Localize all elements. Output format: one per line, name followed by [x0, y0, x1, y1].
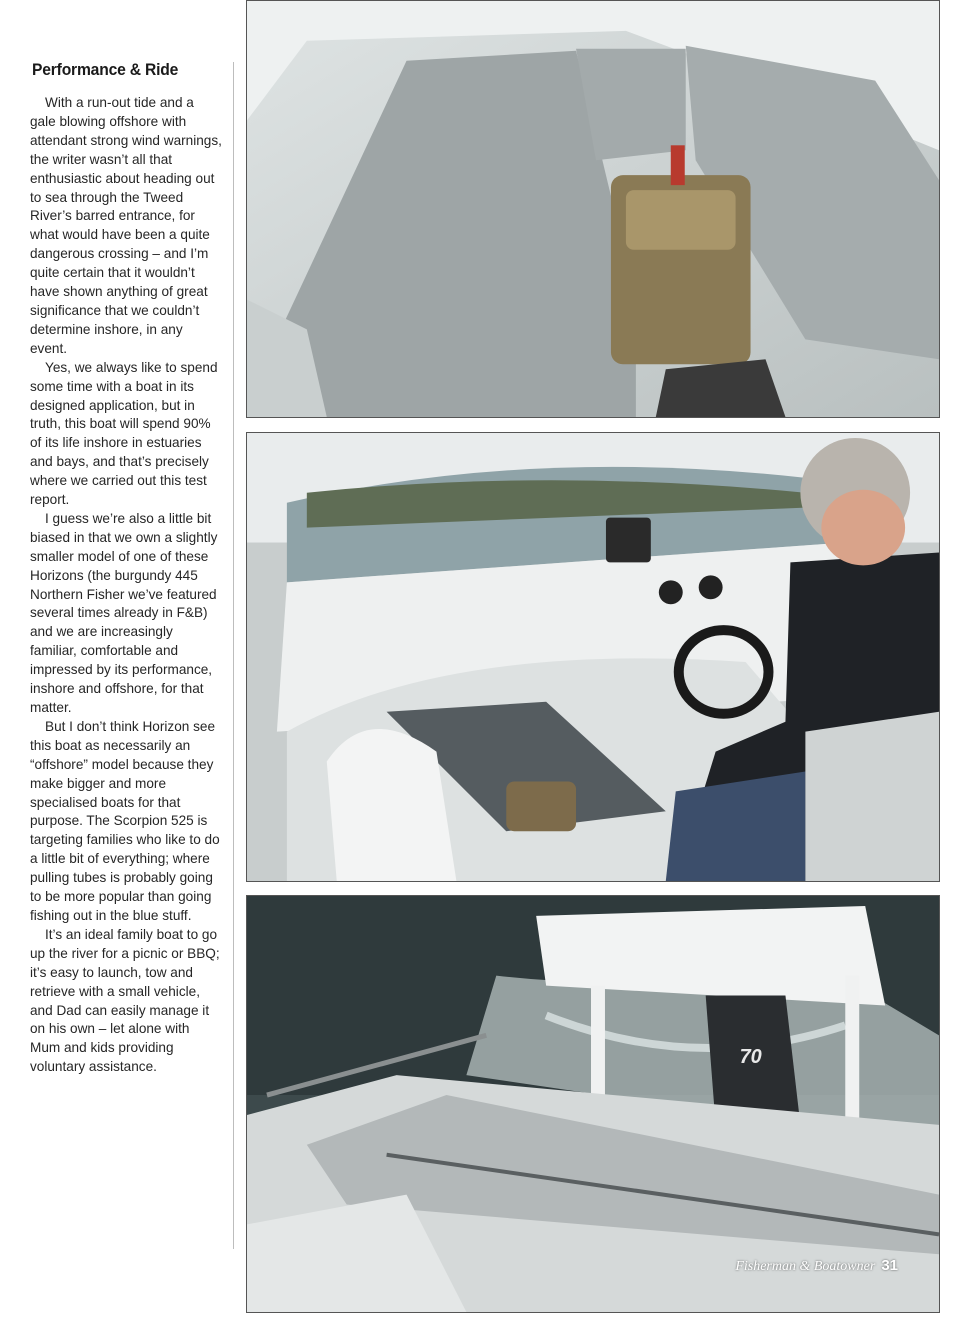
article-paragraph: Yes, we always like to spend some time with a boat in its designed application, but in truth, this boat will spend 90% of its life inshore in estuaries and bays, and that’s precisely where we carried out this test report. — [30, 359, 218, 508]
magazine-name: Fisherman & Boatowner — [735, 1259, 876, 1274]
photo-stern-outboard — [246, 895, 940, 1313]
page-number: 31 — [881, 1257, 898, 1274]
article-paragraph: It’s an ideal family boat to go up the river for a picnic or BBQ; it’s easy to launch, tow and retrieve with a small vehicle, and Dad can easily manage it on his own – let alone with Mum and kids providing voluntary assistance. — [30, 926, 220, 1075]
article-heading: Performance & Ride — [32, 60, 179, 79]
page-footer — [735, 1257, 898, 1275]
article-paragraph: I guess we’re also a little bit biased in that we own a slightly smaller model of one of these Horizons (the burgundy 445 Northern Fisher we’ve featured several times already in F&B) and we are increasingly familiar, comfortable and impressed by its performance, inshore and offshore, for that matter. — [30, 510, 218, 715]
photo-front-casting-deck — [246, 0, 940, 418]
article-paragraph: With a run-out tide and a gale blowing offshore with attendant strong wind warnings, the writer wasn’t all that enthusiastic about heading out to sea through the Tweed River’s barred entrance, for what would have been a quite dangerous crossing – and I’m quite certain that it wouldn’t have shown anything of great significance that we couldn’t determine inshore, in any event. — [30, 95, 222, 356]
article-paragraph: But I don’t think Horizon see this boat as necessarily an “offshore” model because they make bigger and more specialised boats for that purpose. The Scorpion 525 is targeting families who like to do a little bit of everything; where pulling tubes is probably going to be more popular than going fishing out in the blue stuff. — [30, 718, 220, 923]
article-column — [30, 60, 222, 1077]
photo-helm-station — [246, 432, 940, 882]
outboard-label: 70 — [739, 1046, 762, 1069]
column-divider — [233, 62, 234, 1249]
